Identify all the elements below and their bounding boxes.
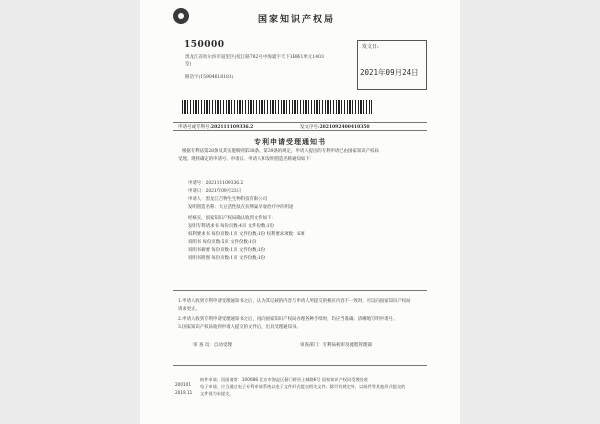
field-application-date [188, 188, 241, 196]
recipient-address-line1: 黑龙江省哈尔滨市道里区(抚江路782号中海寰宇天下1B栋1单元1403 [185, 55, 324, 60]
field-value: 2021年09月23日 [205, 189, 242, 194]
recipient-postcode: 150000 [184, 40, 225, 50]
recipient-contact: 路浩宇(15904618181) [185, 75, 234, 80]
field-invention-title [188, 204, 293, 212]
notice-title: 专利申请受理通知书 [254, 137, 326, 146]
remark-line: 2.申请人收到专利申请受理通知书之后，再向国家知识产权局办理各种手续时，均应当准确、清晰地写明申请号。 [178, 317, 398, 322]
divider [173, 122, 427, 123]
document-item: 发明专利请求书 每份页数:4页 文件份数:1份 [188, 224, 274, 229]
notice-paragraph-line2: 受理。现将确定的申请号、申请日、申请人和发明创造名称通知如下： [178, 157, 315, 162]
remark-line: 1.申请人收到专利申请受理通知书之后，认为其记载的内容与申请人所提交的相应内容不一致时，可以向国家知识产权局 [178, 299, 411, 304]
examiner [193, 342, 232, 348]
field-label: 发明创造名称： [188, 205, 219, 210]
serial-number: 2021092400410350 [319, 125, 370, 130]
national-emblem-icon [173, 8, 189, 24]
remark-line: 3.国家知识产权局收到申请人提交的文件后，出具受理通知书。 [178, 325, 301, 330]
document-item: 说明书摘要 每份页数:1页 文件份数:1份 [188, 248, 266, 253]
department-value: 专利局初审及流程管理部 [322, 343, 372, 348]
examination-department [300, 342, 372, 348]
form-code: 200101 [175, 382, 191, 387]
divider [173, 365, 427, 366]
office-title: 国家知识产权局 [258, 15, 336, 25]
field-label: 申请日： [188, 189, 206, 194]
serial-number-label: 发文序号: [300, 125, 320, 130]
application-number-label: 申请号或专利号: [178, 125, 212, 130]
application-number: 202111109336.2 [211, 125, 254, 130]
field-value: 大豆活性肽在抗卵巢早衰治疗中的用途 [218, 205, 294, 210]
document-item: 说明书 每份页数:5页 文件份数:1份 [188, 240, 257, 245]
recipient-address-line2: 室) [185, 62, 192, 67]
department-label: 审查部门： [300, 343, 323, 348]
field-label: 申请号： [188, 181, 206, 186]
barcode [182, 100, 372, 114]
footer-line: 电子申请，应当通过电子专利申请系统以电子文件形式提交相关文件。除另有规定外，以纸件等其他形式提交的 [200, 384, 406, 389]
footer-line: 纸件申请，回函请寄：100088 北京市海淀区蓟门桥西土城路6号 国家知识产权局受理处收 [200, 377, 368, 382]
issue-date-stamp: 2021年09月24日 [360, 68, 419, 77]
issue-date-label: 发文日: [362, 44, 379, 50]
field-value: 202111109336.2 [205, 181, 244, 186]
document-item: 权利要求书 每份页数:1页 文件份数:1份 权利要求项数：6项 [188, 232, 305, 237]
form-date: 2019.11 [175, 390, 193, 395]
document-item: 说明书附图 每份页数:1页 文件份数:1份 [188, 256, 266, 261]
examiner-value: 自动受理 [213, 343, 232, 348]
field-application-number [188, 180, 243, 188]
divider [173, 130, 427, 131]
examiner-label: 审 查 员： [193, 343, 214, 348]
divider [173, 290, 427, 291]
remark-line: 请求更正。 [178, 307, 200, 312]
notice-paragraph-line1: 根据专利法第28条及其实施细则第38条、第39条的规定，申请人提出的专利申请已由国家知识产权局 [182, 149, 379, 154]
documents-intro: 经核实，国家知识产权局确认收到文件如下： [188, 216, 276, 221]
footer-line: 文件视为未提交。 [200, 391, 234, 396]
field-value: 黑龙江吉物生生物科技有限公司 [205, 197, 268, 202]
field-label: 申请人： [188, 197, 206, 202]
field-applicant [188, 196, 267, 204]
